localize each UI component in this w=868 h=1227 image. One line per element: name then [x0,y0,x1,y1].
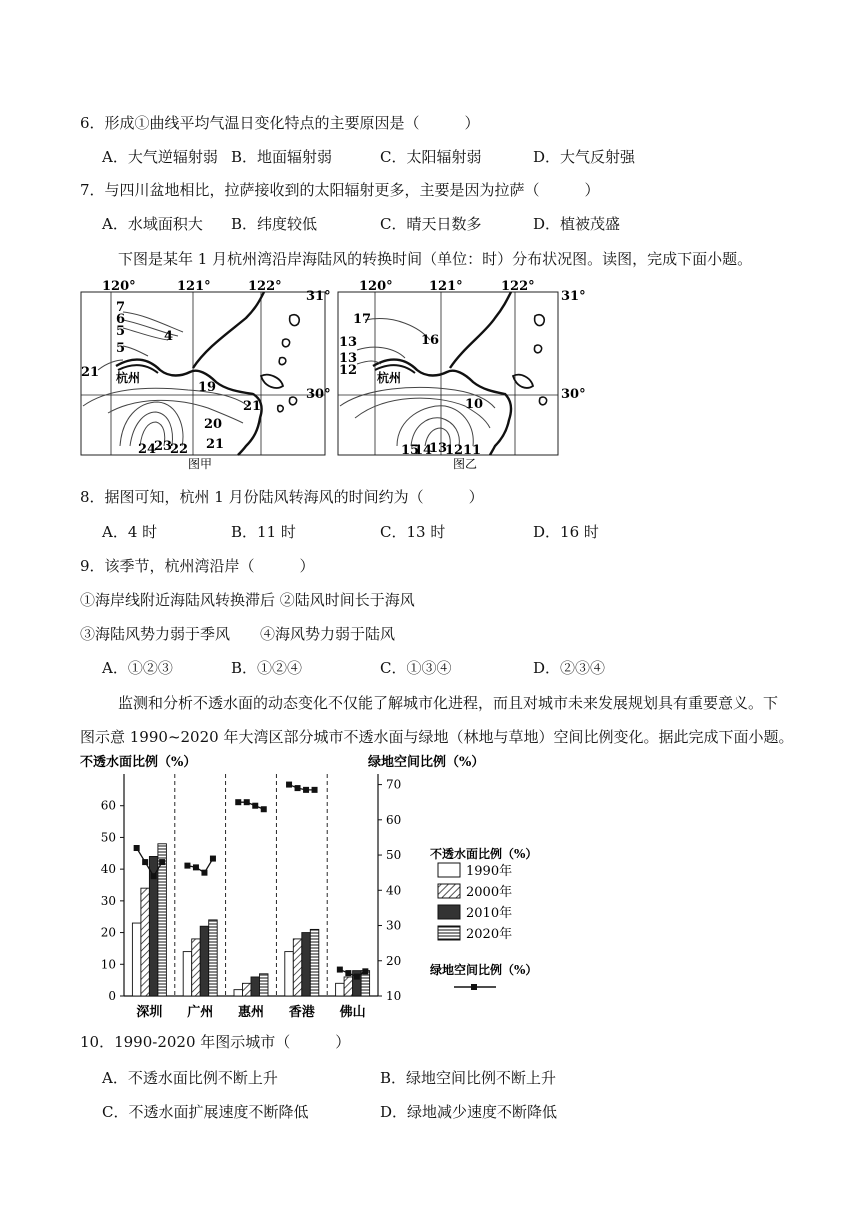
yi-city: 杭州 [377,371,402,385]
q10-option-a: A．不透水面比例不断上升 [102,1069,278,1087]
map-jia [78,278,331,471]
q10-option-d: D．绿地减少速度不断降低 [380,1103,558,1121]
green-space-line [238,802,264,809]
q8-option-a: A．4 时 [102,523,158,541]
green-space-line [187,859,213,873]
legend-label-1990: 1990年 [466,864,513,879]
jia-label-5a: 5 [116,324,126,339]
yi-label-11: 11 [463,443,482,458]
legend-line-title: 绿地空间比例（%） [430,963,538,977]
bar [234,990,243,996]
jia-lon-121: 121° [177,279,211,294]
category-label: 佛山 [339,1005,366,1020]
q8-option-d: D．16 时 [533,523,599,541]
green-space-marker [303,787,309,793]
yi-label-10: 10 [465,397,484,412]
bar [260,974,269,996]
yi-label-14: 14 [414,443,433,458]
q10-option-c: C．不透水面扩展速度不断降低 [102,1103,309,1121]
yi-lat-30: 30° [561,387,586,402]
jia-label-21a: 21 [81,365,100,380]
bar [336,983,345,996]
jia-label-7: 7 [116,300,126,315]
category-label: 香港 [288,1005,315,1020]
question-9-stem: 9．该季节，杭州湾沿岸（ ） [80,557,315,575]
green-space-marker [354,974,360,980]
jia-label-6: 6 [116,312,126,327]
yi-lon-120: 120° [359,279,393,294]
category-label: 深圳 [136,1005,163,1020]
green-space-marker [252,803,258,809]
jia-lon-122: 122° [248,279,282,294]
bar [192,939,201,996]
jia-caption: 图甲 [188,457,213,471]
right-tick-label: 50 [386,848,402,863]
bar [209,920,218,996]
right-tick-label: 20 [386,953,402,968]
q9-items-1: ①海岸线附近海陆风转换滞后 ②陆风时间长于海风 [80,591,415,609]
left-tick-label: 50 [100,830,116,845]
q6-option-c: C．太阳辐射弱 [380,148,482,166]
category-label: 广州 [187,1005,214,1020]
q8-option-c: C．13 时 [380,523,446,541]
yi-label-13c: 13 [429,441,448,456]
legend-label-2010: 2010年 [466,906,513,921]
q10-option-b: B．绿地空间比例不断上升 [380,1069,557,1087]
legend-bar-title: 不透水面比例（%） [430,847,538,861]
yi-caption: 图乙 [453,457,478,471]
green-space-marker [159,859,165,865]
q9-option-d: D．②③④ [533,659,606,677]
legend-label-2020: 2020年 [466,927,513,942]
left-tick-label: 20 [100,925,116,940]
q7-option-c: C．晴天日数多 [380,215,482,233]
jia-label-20: 20 [204,417,223,432]
bar [310,929,319,996]
jia-label-21c: 21 [206,437,225,452]
bar [141,888,150,996]
q7-option-a: A．水域面积大 [102,215,203,233]
left-tick-label: 30 [100,893,116,908]
bar [293,939,302,996]
yi-lat-31: 31° [561,289,586,304]
right-tick-label: 70 [386,777,402,792]
right-axis-title: 绿地空间比例（%） [368,755,485,770]
intro-paragraph-1: 下图是某年 1 月杭州湾沿岸海陆风的转换时间（单位：时）分布状况图。读图，完成下面小题。 [118,250,753,268]
right-tick-label: 40 [386,883,402,898]
bar [183,952,192,996]
yi-label-13b: 13 [339,351,358,366]
question-10-stem: 10．1990-2020 年图示城市（ ） [80,1033,351,1051]
green-space-marker [261,806,267,812]
green-space-marker [345,970,351,976]
q9-items-2: ③海陆风势力弱于季风 ④海风势力弱于陆风 [80,625,396,643]
bar [200,926,209,996]
question-6-stem: 6．形成①曲线平均气温日变化特点的主要原因是（ ） [80,114,480,132]
bar [285,952,294,996]
question-7-stem: 7．与四川盆地相比，拉萨接收到的太阳辐射更多，主要是因为拉萨（ ） [80,181,600,199]
yi-lon-122: 122° [501,279,535,294]
green-space-marker [151,873,157,879]
jia-label-21b: 21 [243,399,262,414]
intro-paragraph-2-line-2: 图示意 1990~2020 年大湾区部分城市不透水面与绿地（林地与草地）空间比例变化。据此完成下面小题。 [80,728,794,746]
jia-label-23: 23 [154,439,173,454]
jia-lat-31: 31° [306,289,331,304]
bar [302,933,311,996]
q9-option-c: C．①③④ [380,659,452,677]
yi-label-16: 16 [421,333,440,348]
jia-label-4: 4 [164,329,174,344]
yi-label-12b: 12 [445,443,464,458]
yi-label-17: 17 [353,312,372,327]
legend-swatch-2010 [438,905,460,919]
green-space-marker [210,856,216,862]
q8-option-b: B．11 时 [231,523,296,541]
bar [361,971,370,996]
legend-swatch-1990 [438,863,460,877]
green-space-line [289,785,315,790]
green-space-marker [312,787,318,793]
yi-label-13a: 13 [339,335,358,350]
jia-label-19: 19 [198,380,217,395]
right-tick-label: 10 [386,989,402,1003]
category-label: 惠州 [237,1005,265,1020]
legend-line-marker [471,984,477,990]
bar [132,923,141,996]
legend-label-2000: 2000年 [466,885,513,900]
left-tick-label: 10 [100,957,116,972]
green-space-marker [286,782,292,788]
intro-paragraph-2-line-1: 监测和分析不透水面的动态变化不仅能了解城市化进程，而且对城市未来发展规划具有重要意义。下 [118,694,779,712]
green-space-marker [184,863,190,869]
q6-option-a: A．大气逆辐射弱 [102,148,218,166]
green-space-marker [295,785,301,791]
left-tick-label: 40 [100,862,116,877]
bar [243,983,252,996]
yi-lon-121: 121° [429,279,463,294]
jia-lon-120: 120° [102,279,136,294]
q7-option-b: B．纬度较低 [231,215,318,233]
green-space-marker [142,859,148,865]
legend-swatch-2000 [438,884,460,898]
map-yi [335,278,586,471]
green-space-marker [362,968,368,974]
jia-label-24: 24 [138,442,157,457]
left-tick-label: 60 [100,798,116,813]
yi-label-15: 15 [401,443,420,458]
legend-swatch-2020 [438,926,460,940]
q9-option-a: A．①②③ [102,659,173,677]
jia-city: 杭州 [116,371,141,385]
yi-label-12: 12 [339,363,358,378]
right-tick-label: 30 [386,918,402,933]
q6-option-b: B．地面辐射弱 [231,148,333,166]
q9-option-b: B．①②④ [231,659,303,677]
bar [344,977,353,996]
jia-label-5b: 5 [116,341,126,356]
left-tick-label: 0 [108,989,116,1003]
left-axis-title: 不透水面比例（%） [80,755,197,770]
green-space-marker [193,864,199,870]
jia-label-22: 22 [170,442,189,457]
green-space-marker [201,870,207,876]
green-space-marker [337,967,343,973]
bar [251,977,260,996]
impervious-green-chart [78,752,578,1024]
question-8-stem: 8．据图可知，杭州 1 月份陆风转海风的时间约为（ ） [80,488,484,506]
right-tick-label: 60 [386,812,402,827]
green-space-marker [244,799,250,805]
jia-lat-30: 30° [306,387,331,402]
q7-option-d: D．植被茂盛 [533,215,621,233]
q6-option-d: D．大气反射强 [533,148,636,166]
green-space-marker [134,845,140,851]
green-space-marker [235,799,241,805]
